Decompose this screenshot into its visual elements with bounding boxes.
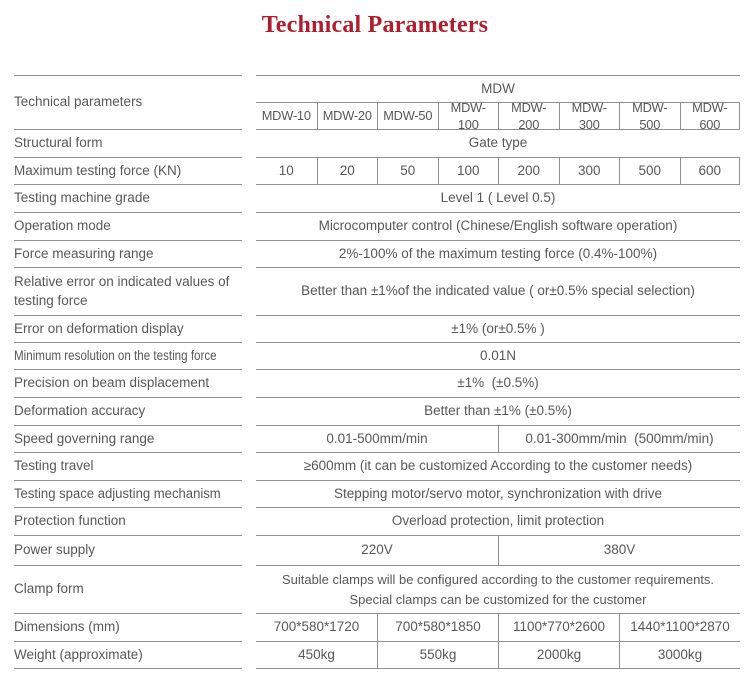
- param-label-text: Error on deformation display: [14, 320, 184, 336]
- param-label-text: Precision on beam displacement: [14, 375, 210, 391]
- param-label-maximum-testing-force: [14, 158, 242, 185]
- param-label-text: Relative error on indicated values of testing force: [14, 274, 230, 308]
- param-value-weight-2: 550kg: [377, 642, 498, 669]
- param-label-text: Technical parameters: [14, 94, 143, 110]
- param-value-power-supply-1: 220V: [256, 536, 498, 566]
- param-value-dimensions-2: 700*580*1850: [377, 614, 498, 642]
- param-value-technical-parameters: MDW: [256, 75, 740, 103]
- param-label-text: Operation mode: [14, 218, 111, 234]
- page-title: Technical Parameters: [261, 12, 489, 38]
- param-value-model-headers-5: MDW-200: [498, 103, 559, 130]
- param-value-speed-governing-range-2: 0.01-300mm/min (500mm/min): [498, 426, 740, 453]
- param-label-protection-function: [14, 508, 242, 536]
- param-value-model-headers-2: MDW-20: [317, 103, 378, 130]
- param-label-relative-error: [14, 268, 242, 316]
- param-value-force-measuring-range: 2%-100% of the maximum testing force (0.4%-100%): [256, 241, 740, 268]
- param-value-weight-4: 3000kg: [619, 642, 740, 669]
- param-value-error-deformation-display: ±1% (or±0.5% ): [256, 316, 740, 343]
- param-value-testing-machine-grade: Level 1 ( Level 0.5): [256, 185, 740, 213]
- param-label-minimum-resolution: [14, 343, 242, 370]
- param-value-testing-travel: ≥600mm (it can be customized According to the customer needs): [256, 453, 740, 481]
- param-value-testing-space-adjusting: Stepping motor/servo motor, synchronization with drive: [256, 481, 740, 508]
- param-value-model-headers-7: MDW-500: [619, 103, 680, 130]
- param-value-operation-mode: Microcomputer control (Chinese/English software operation): [256, 213, 740, 241]
- param-label-speed-governing-range: [14, 426, 242, 453]
- param-label-text: Dimensions (mm): [14, 619, 120, 635]
- param-value-dimensions-3: 1100*770*2600: [498, 614, 619, 642]
- param-value-weight-1: 450kg: [256, 642, 377, 669]
- param-label-text: Protection function: [14, 513, 126, 529]
- param-label-testing-space-adjusting: [14, 481, 242, 508]
- param-value-weight-3: 2000kg: [498, 642, 619, 669]
- param-value-speed-governing-range-1: 0.01-500mm/min: [256, 426, 498, 453]
- param-label-text: Maximum testing force (KN): [14, 162, 182, 178]
- param-label-text: Weight (approximate): [14, 646, 143, 662]
- param-value-model-headers-1: MDW-10: [256, 103, 317, 130]
- param-label-text: Testing machine grade: [14, 190, 150, 206]
- param-value-maximum-testing-force-1: 10: [256, 158, 317, 185]
- param-value-maximum-testing-force-2: 20: [317, 158, 378, 185]
- param-value-deformation-accuracy: Better than ±1% (±0.5%): [256, 398, 740, 426]
- param-value-model-headers-6: MDW-300: [559, 103, 620, 130]
- param-label-deformation-accuracy: [14, 398, 242, 426]
- param-label-clamp-form: [14, 566, 242, 614]
- parameters-table: [14, 75, 740, 669]
- param-value-model-headers-8: MDW-600: [680, 103, 741, 130]
- param-value-maximum-testing-force-4: 100: [438, 158, 499, 185]
- param-label-power-supply: [14, 536, 242, 566]
- param-value-dimensions-1: 700*580*1720: [256, 614, 377, 642]
- param-label-testing-machine-grade: [14, 185, 242, 213]
- param-label-precision-beam-displacement: [14, 370, 242, 398]
- param-value-maximum-testing-force-8: 600: [680, 158, 741, 185]
- param-value-model-headers-3: MDW-50: [377, 103, 438, 130]
- param-label-text: Testing travel: [14, 458, 94, 474]
- param-label-testing-travel: [14, 453, 242, 481]
- param-value-structural-form: Gate type: [256, 130, 740, 158]
- param-value-maximum-testing-force-6: 300: [559, 158, 620, 185]
- param-value-protection-function: Overload protection, limit protection: [256, 508, 740, 536]
- param-label-structural-form: [14, 130, 242, 158]
- param-value-clamp-form: Suitable clamps will be configured according to the customer requirements. Special clamps can be customized for the customer: [256, 566, 740, 614]
- param-label-text: Speed governing range: [14, 430, 155, 446]
- param-label-text: Power supply: [14, 542, 96, 558]
- param-label-force-measuring-range: [14, 241, 242, 268]
- param-value-maximum-testing-force-7: 500: [619, 158, 680, 185]
- param-label-operation-mode: [14, 213, 242, 241]
- param-label-text: Force measuring range: [14, 245, 154, 261]
- param-value-maximum-testing-force-3: 50: [377, 158, 438, 185]
- param-label-error-deformation-display: [14, 316, 242, 343]
- param-value-relative-error: Better than ±1%of the indicated value ( or±0.5% special selection): [256, 268, 740, 316]
- param-value-dimensions-4: 1440*1100*2870: [619, 614, 740, 642]
- param-label-text: Testing space adjusting mechanism: [14, 485, 221, 501]
- param-value-maximum-testing-force-5: 200: [498, 158, 559, 185]
- param-label-weight: [14, 642, 242, 669]
- param-value-minimum-resolution: 0.01N: [256, 343, 740, 370]
- param-label-text: Deformation accuracy: [14, 403, 146, 419]
- param-label-text: Clamp form: [14, 581, 84, 597]
- param-value-power-supply-2: 380V: [498, 536, 740, 566]
- param-label-technical-parameters: [14, 75, 242, 130]
- param-value-precision-beam-displacement: ±1% (±0.5%): [256, 370, 740, 398]
- param-value-model-headers-4: MDW-100: [438, 103, 499, 130]
- param-label-text: Structural form: [14, 135, 103, 151]
- param-label-text: Minimum resolution on the testing force: [14, 347, 217, 363]
- param-label-dimensions: [14, 614, 242, 642]
